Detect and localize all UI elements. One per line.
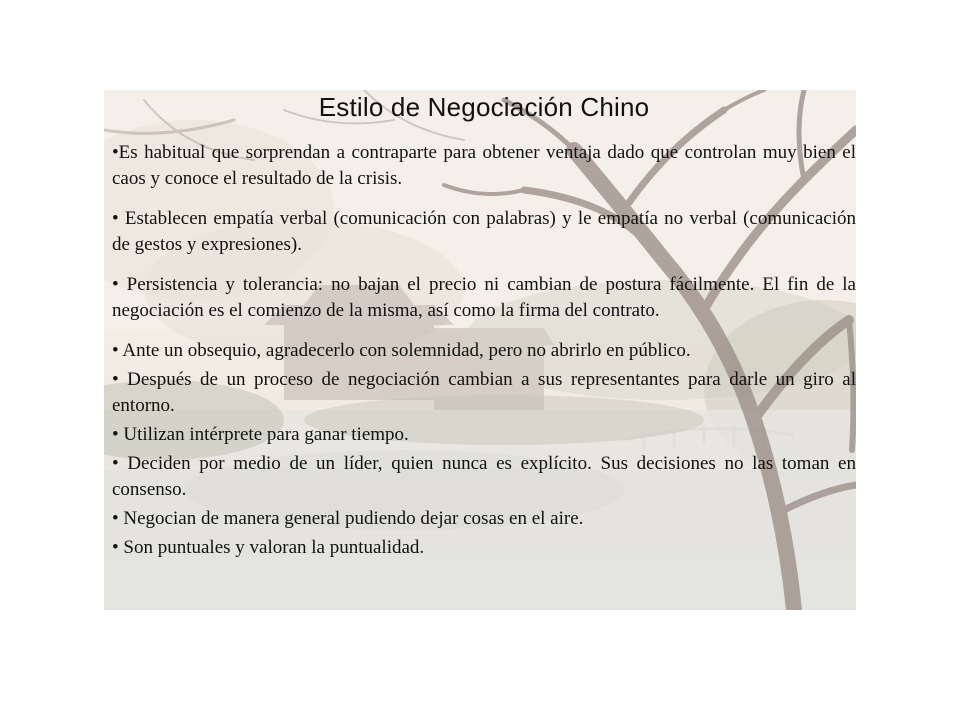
slide-content [112,90,856,610]
bullet-item: • Ante un obsequio, agradecerlo con solemnidad, pero no abrirlo en público. [112,340,691,361]
bullet-item: • Después de un proceso de negociación cambian a sus representantes para darle un giro al entorno. [112,369,856,416]
bullet-item: • Persistencia y tolerancia: no bajan el precio ni cambian de postura fácilmente. El fin de la negociación es el comienzo de la misma, así como la firma del contrato. [112,274,856,321]
bullet-item: •Es habitual que sorprendan a contraparte para obtener ventaja dado que controlan muy bien el caos y conoce el resultado de la crisis. [112,142,856,189]
bullet-item: • Establecen empatía verbal (comunicación con palabras) y le empatía no verbal (comunicación de gestos y expresiones). [112,208,856,255]
bullet-item: • Negocian de manera general pudiendo dejar cosas en el aire. [112,508,584,529]
bullet-item: • Son puntuales y valoran la puntualidad. [112,537,425,558]
bullet-item: • Deciden por medio de un líder, quien nunca es explícito. Sus decisiones no las toman en consenso. [112,453,856,500]
bullet-list [112,140,856,561]
slide-title: Estilo de Negociación Chino [318,92,650,122]
bullet-item: • Utilizan intérprete para ganar tiempo. [112,424,409,445]
